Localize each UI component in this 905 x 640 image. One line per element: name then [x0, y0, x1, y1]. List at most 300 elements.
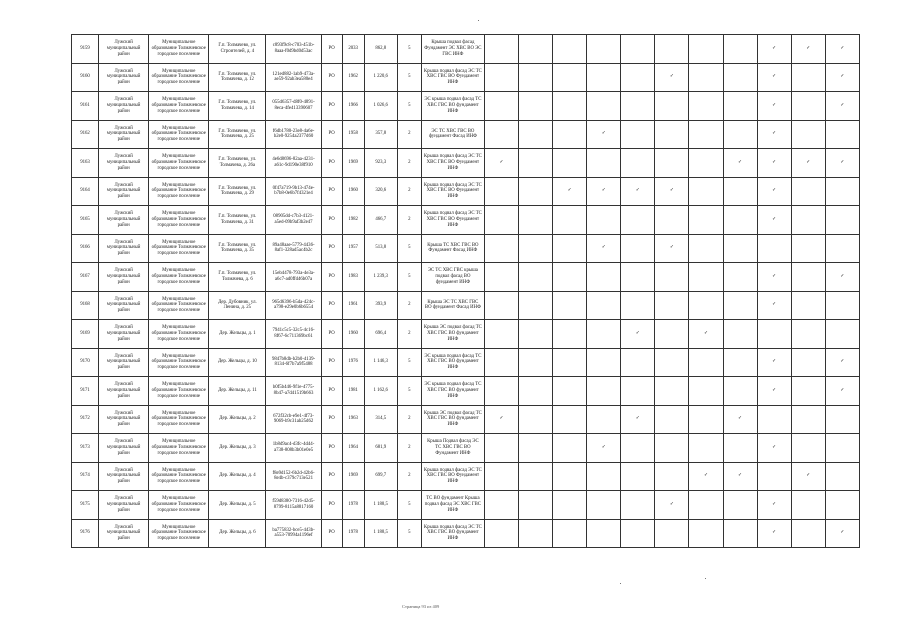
year-cell: 1960 — [342, 320, 364, 349]
empty-mark-cell — [519, 177, 553, 206]
check-mark-icon: ✓ — [825, 149, 859, 178]
empty-mark-cell — [723, 63, 757, 92]
count-cell: 2 — [397, 206, 421, 235]
table-row — [72, 291, 860, 320]
check-mark-icon: ✓ — [825, 63, 859, 92]
empty-mark-cell — [587, 206, 621, 235]
address-cell: Г.п. Толмачево, ул. Толмачева, д. 35 — [209, 234, 266, 263]
works-cell: Крыша ЭС ТС ХВС ГВС ВО фундамент Фасад ИНФ — [421, 291, 484, 320]
form-cell: РО — [321, 177, 342, 206]
district-cell: Лужский муниципальный район — [99, 234, 149, 263]
empty-mark-cell — [621, 519, 655, 548]
check-mark-icon: ✓ — [757, 519, 791, 548]
empty-mark-cell — [791, 320, 825, 349]
area-cell: 357,8 — [364, 120, 397, 149]
empty-mark-cell — [621, 120, 655, 149]
year-cell: 1978 — [342, 519, 364, 548]
owner-cell: Муниципальное образование Толмачевское городское поселение — [149, 35, 209, 64]
empty-mark-cell — [791, 434, 825, 463]
empty-mark-cell — [621, 348, 655, 377]
count-cell: 2 — [397, 320, 421, 349]
check-mark-icon: ✓ — [655, 177, 689, 206]
check-mark-icon: ✓ — [757, 263, 791, 292]
check-mark-icon: ✓ — [621, 177, 655, 206]
year-cell: 1964 — [342, 434, 364, 463]
empty-mark-cell — [553, 405, 587, 434]
empty-mark-cell — [553, 92, 587, 121]
form-cell: РО — [321, 263, 342, 292]
empty-mark-cell — [689, 177, 723, 206]
check-mark-icon: ✓ — [825, 263, 859, 292]
works-cell: Крыша Подвал фасад ЭС ТС ХВС ГВС ВО Фундамент ИНФ — [421, 434, 484, 463]
house-id-cell: f8e9d152-6b2d-42b6-8e4b-c379c713e521 — [266, 462, 321, 491]
district-cell: Лужский муниципальный район — [99, 348, 149, 377]
empty-mark-cell — [689, 35, 723, 64]
empty-mark-cell — [484, 263, 518, 292]
table-row — [72, 377, 860, 406]
count-cell: 2 — [397, 120, 421, 149]
empty-mark-cell — [689, 491, 723, 520]
house-id-cell: 9847b8db-b2b0-4139-8134-6f7b7a9f5488 — [266, 348, 321, 377]
owner-cell: Муниципальное образование Толмачевское городское поселение — [149, 377, 209, 406]
empty-mark-cell — [791, 519, 825, 548]
year-cell: 1957 — [342, 234, 364, 263]
table-row — [72, 405, 860, 434]
check-mark-icon: ✓ — [655, 63, 689, 92]
address-cell: Дер. Жельцы, д. 3 — [209, 434, 266, 463]
table-row — [72, 177, 860, 206]
house-id-cell: c893f9c8-c703-451b-8aaa-f0d9bd0d53ac — [266, 35, 321, 64]
form-cell: РО — [321, 206, 342, 235]
empty-mark-cell — [655, 519, 689, 548]
year-cell: 1961 — [342, 291, 364, 320]
check-mark-icon: ✓ — [757, 206, 791, 235]
year-cell: 1983 — [342, 263, 364, 292]
empty-mark-cell — [553, 263, 587, 292]
area-cell: 513,8 — [364, 234, 397, 263]
row-number: 9167 — [72, 263, 99, 292]
area-cell: 320,6 — [364, 177, 397, 206]
check-mark-icon: ✓ — [587, 120, 621, 149]
house-id-cell: 0f47a719-9b13-474e-b7b8-0e6b7f4321e4 — [266, 177, 321, 206]
empty-mark-cell — [757, 462, 791, 491]
row-number: 9166 — [72, 234, 99, 263]
count-cell: 2 — [397, 149, 421, 178]
empty-mark-cell — [553, 462, 587, 491]
check-mark-icon: ✓ — [757, 348, 791, 377]
check-mark-icon: ✓ — [825, 92, 859, 121]
check-mark-icon: ✓ — [621, 320, 655, 349]
table-row — [72, 92, 860, 121]
form-cell: РО — [321, 92, 342, 121]
check-mark-icon: ✓ — [587, 434, 621, 463]
empty-mark-cell — [587, 263, 621, 292]
works-cell: Крыша подвал фасад Фундамент ЭС ХВС ВО ЭС ГВС ИНФ — [421, 35, 484, 64]
table-row — [72, 63, 860, 92]
row-number: 9171 — [72, 377, 99, 406]
address-cell: Дер. Жельцы, д. 4 — [209, 462, 266, 491]
house-id-cell: 121ed882-1ab9-473a-ae59-92ab3ea580e4 — [266, 63, 321, 92]
check-mark-icon: ✓ — [757, 149, 791, 178]
count-cell: 5 — [397, 377, 421, 406]
empty-mark-cell — [484, 120, 518, 149]
empty-mark-cell — [484, 177, 518, 206]
register-rows — [72, 35, 860, 548]
check-mark-icon: ✓ — [655, 234, 689, 263]
year-cell: 1962 — [342, 63, 364, 92]
works-cell: Крыша подвал фасад ЭС ТС ХВС ГВС ВО Фундамент ИНФ — [421, 149, 484, 178]
check-mark-icon: ✓ — [757, 491, 791, 520]
empty-mark-cell — [723, 234, 757, 263]
house-id-cell: b0f5b446-9f1e-4775-8b47-a7d41519b663 — [266, 377, 321, 406]
check-mark-icon: ✓ — [689, 320, 723, 349]
area-cell: 923,3 — [364, 149, 397, 178]
empty-mark-cell — [519, 120, 553, 149]
works-cell: ЭС крыша подвал фасад ТС ХВС ГВС ВО фундамент ИНФ — [421, 348, 484, 377]
district-cell: Лужский муниципальный район — [99, 462, 149, 491]
empty-mark-cell — [553, 320, 587, 349]
row-number: 9173 — [72, 434, 99, 463]
check-mark-icon: ✓ — [757, 377, 791, 406]
empty-mark-cell — [621, 63, 655, 92]
check-mark-icon: ✓ — [587, 177, 621, 206]
empty-mark-cell — [791, 377, 825, 406]
district-cell: Лужский муниципальный район — [99, 149, 149, 178]
empty-mark-cell — [791, 291, 825, 320]
house-id-cell: 7941c5c5-32c5-4c16-8f67-6c711369bc61 — [266, 320, 321, 349]
address-cell: Дер. Жельцы, д. 5 — [209, 491, 266, 520]
empty-mark-cell — [723, 377, 757, 406]
empty-mark-cell — [791, 491, 825, 520]
check-mark-icon: ✓ — [621, 405, 655, 434]
owner-cell: Муниципальное образование Толмачевское городское поселение — [149, 491, 209, 520]
empty-mark-cell — [519, 63, 553, 92]
check-mark-icon: ✓ — [791, 149, 825, 178]
empty-mark-cell — [587, 92, 621, 121]
works-cell: ТС ВО фундамент Крыша подвал фасад ЭС ХВС ГВС ИНФ — [421, 491, 484, 520]
empty-mark-cell — [689, 348, 723, 377]
empty-mark-cell — [587, 291, 621, 320]
works-cell: Крыша ЭС подвал фасад ТС ХВС ГВС ВО фундамент ИНФ — [421, 405, 484, 434]
works-cell: Крыша подвал фасад ЭС ТС ХВС ГВС ВО Фундамент ИНФ — [421, 63, 484, 92]
empty-mark-cell — [655, 348, 689, 377]
empty-mark-cell — [519, 234, 553, 263]
empty-mark-cell — [791, 120, 825, 149]
address-cell: Дер. Жельцы, д. 11 — [209, 377, 266, 406]
check-mark-icon: ✓ — [825, 35, 859, 64]
empty-mark-cell — [655, 462, 689, 491]
empty-mark-cell — [689, 234, 723, 263]
scan-speck — [620, 583, 621, 584]
empty-mark-cell — [689, 120, 723, 149]
works-cell: ЭС ТС ХВС ГВС крыша подвал фасад ВО фундамент ИНФ — [421, 263, 484, 292]
empty-mark-cell — [519, 35, 553, 64]
row-number: 9175 — [72, 491, 99, 520]
works-cell: Крыша подвал фасад ЭС ТС ХВС ГВС ВО Фундамент ИНФ — [421, 462, 484, 491]
empty-mark-cell — [484, 35, 518, 64]
empty-mark-cell — [519, 348, 553, 377]
empty-mark-cell — [553, 434, 587, 463]
year-cell: 1963 — [342, 405, 364, 434]
empty-mark-cell — [757, 320, 791, 349]
empty-mark-cell — [825, 234, 859, 263]
area-cell: 1 220,6 — [364, 63, 397, 92]
year-cell: 1960 — [342, 177, 364, 206]
empty-mark-cell — [553, 63, 587, 92]
year-cell: 1966 — [342, 92, 364, 121]
owner-cell: Муниципальное образование Толмачевское городское поселение — [149, 291, 209, 320]
register-table — [71, 34, 860, 548]
house-id-cell: 4e6d8696-82aa-4231-a61c-9d190e38f910 — [266, 149, 321, 178]
count-cell: 2 — [397, 462, 421, 491]
empty-mark-cell — [689, 519, 723, 548]
count-cell: 5 — [397, 519, 421, 548]
empty-mark-cell — [519, 92, 553, 121]
empty-mark-cell — [757, 234, 791, 263]
address-cell: Дер. Жельцы, д. 6 — [209, 519, 266, 548]
check-mark-icon: ✓ — [757, 63, 791, 92]
owner-cell: Муниципальное образование Толмачевское городское поселение — [149, 263, 209, 292]
empty-mark-cell — [723, 263, 757, 292]
address-cell: Дер. Дубовник, ул. Ленина, д. 25 — [209, 291, 266, 320]
area-cell: 862,8 — [364, 35, 397, 64]
address-cell: Г.п. Толмачево, ул. Толмачева, д. 6 — [209, 263, 266, 292]
district-cell: Лужский муниципальный район — [99, 405, 149, 434]
area-cell: 1 026,6 — [364, 92, 397, 121]
district-cell: Лужский муниципальный район — [99, 206, 149, 235]
count-cell: 5 — [397, 63, 421, 92]
form-cell: РО — [321, 149, 342, 178]
empty-mark-cell — [587, 462, 621, 491]
house-id-cell: 15eb4478-793a-4e3a-a6c7-ad0ffd46b07a — [266, 263, 321, 292]
district-cell: Лужский муниципальный район — [99, 63, 149, 92]
empty-mark-cell — [825, 491, 859, 520]
empty-mark-cell — [723, 206, 757, 235]
table-row — [72, 149, 860, 178]
table-row — [72, 434, 860, 463]
owner-cell: Муниципальное образование Толмачевское городское поселение — [149, 63, 209, 92]
row-number: 9176 — [72, 519, 99, 548]
empty-mark-cell — [621, 35, 655, 64]
owner-cell: Муниципальное образование Толмачевское городское поселение — [149, 206, 209, 235]
empty-mark-cell — [655, 434, 689, 463]
empty-mark-cell — [621, 149, 655, 178]
form-cell: РО — [321, 462, 342, 491]
empty-mark-cell — [519, 320, 553, 349]
district-cell: Лужский муниципальный район — [99, 263, 149, 292]
form-cell: РО — [321, 120, 342, 149]
check-mark-icon: ✓ — [757, 92, 791, 121]
house-id-cell: 89a48aae-5779-4436-8af1-328ad5ac4b2c — [266, 234, 321, 263]
empty-mark-cell — [621, 291, 655, 320]
check-mark-icon: ✓ — [723, 149, 757, 178]
house-id-cell: ba775832-bce5-443b-a553-70994a1196ef — [266, 519, 321, 548]
area-cell: 696,4 — [364, 320, 397, 349]
district-cell: Лужский муниципальный район — [99, 320, 149, 349]
empty-mark-cell — [655, 377, 689, 406]
scan-speck — [478, 20, 479, 21]
count-cell: 5 — [397, 234, 421, 263]
count-cell: 5 — [397, 263, 421, 292]
empty-mark-cell — [587, 63, 621, 92]
area-cell: 699,7 — [364, 462, 397, 491]
year-cell: 1981 — [342, 377, 364, 406]
empty-mark-cell — [587, 405, 621, 434]
owner-cell: Муниципальное образование Толмачевское городское поселение — [149, 320, 209, 349]
works-cell: Крыша ЭС подвал фасад ТС ХВС ГВС ВО фундамент ИНФ — [421, 320, 484, 349]
owner-cell: Муниципальное образование Толмачевское городское поселение — [149, 234, 209, 263]
empty-mark-cell — [519, 263, 553, 292]
form-cell: РО — [321, 320, 342, 349]
count-cell: 2 — [397, 291, 421, 320]
row-number: 9164 — [72, 177, 99, 206]
empty-mark-cell — [519, 462, 553, 491]
empty-mark-cell — [723, 177, 757, 206]
table-row — [72, 348, 860, 377]
check-mark-icon: ✓ — [757, 291, 791, 320]
form-cell: РО — [321, 348, 342, 377]
empty-mark-cell — [553, 234, 587, 263]
empty-mark-cell — [553, 291, 587, 320]
empty-mark-cell — [519, 491, 553, 520]
row-number: 9163 — [72, 149, 99, 178]
owner-cell: Муниципальное образование Толмачевское городское поселение — [149, 177, 209, 206]
empty-mark-cell — [825, 291, 859, 320]
empty-mark-cell — [587, 35, 621, 64]
check-mark-icon: ✓ — [723, 462, 757, 491]
address-cell: Г.п. Толмачево, ул. Толмачева, д. 26а — [209, 149, 266, 178]
form-cell: РО — [321, 377, 342, 406]
empty-mark-cell — [587, 348, 621, 377]
works-cell: ЭС крыша подвал фасад ТС ХВС ГВС ВО фундамент ИНФ — [421, 377, 484, 406]
page-number: Страница 93 из 409 — [402, 604, 440, 609]
empty-mark-cell — [757, 405, 791, 434]
empty-mark-cell — [519, 405, 553, 434]
address-cell: Г.п. Толмачево, ул. Толмачева, д. 25 — [209, 120, 266, 149]
count-cell: 2 — [397, 405, 421, 434]
empty-mark-cell — [484, 291, 518, 320]
empty-mark-cell — [621, 92, 655, 121]
empty-mark-cell — [621, 263, 655, 292]
works-cell: Крыша ТС ХВС ГВС ВО Фундамент Фасад ИНФ — [421, 234, 484, 263]
empty-mark-cell — [655, 405, 689, 434]
empty-mark-cell — [484, 491, 518, 520]
empty-mark-cell — [484, 234, 518, 263]
count-cell: 2 — [397, 177, 421, 206]
empty-mark-cell — [825, 320, 859, 349]
owner-cell: Муниципальное образование Толмачевское городское поселение — [149, 434, 209, 463]
scan-speck — [705, 578, 706, 579]
empty-mark-cell — [484, 519, 518, 548]
empty-mark-cell — [689, 377, 723, 406]
empty-mark-cell — [587, 320, 621, 349]
empty-mark-cell — [689, 63, 723, 92]
empty-mark-cell — [553, 35, 587, 64]
row-number: 9161 — [72, 92, 99, 121]
empty-mark-cell — [553, 377, 587, 406]
district-cell: Лужский муниципальный район — [99, 35, 149, 64]
empty-mark-cell — [689, 149, 723, 178]
form-cell: РО — [321, 35, 342, 64]
empty-mark-cell — [791, 405, 825, 434]
area-cell: 681,9 — [364, 434, 397, 463]
works-cell: Крыша подвал фасад ЭС ТС ХВС ГВС ВО Фундамент ИНФ — [421, 206, 484, 235]
check-mark-icon: ✓ — [689, 462, 723, 491]
empty-mark-cell — [553, 206, 587, 235]
address-cell: Г.п. Толмачево, ул. Толмачева, д. 29 — [209, 177, 266, 206]
empty-mark-cell — [825, 434, 859, 463]
empty-mark-cell — [791, 234, 825, 263]
empty-mark-cell — [791, 177, 825, 206]
empty-mark-cell — [723, 519, 757, 548]
table-row — [72, 462, 860, 491]
empty-mark-cell — [587, 519, 621, 548]
empty-mark-cell — [519, 519, 553, 548]
check-mark-icon: ✓ — [791, 35, 825, 64]
table-row — [72, 491, 860, 520]
address-cell: Г.п. Толмачево, ул. Толмачева, д. 14 — [209, 92, 266, 121]
form-cell: РО — [321, 234, 342, 263]
empty-mark-cell — [825, 120, 859, 149]
owner-cell: Муниципальное образование Толмачевское городское поселение — [149, 519, 209, 548]
house-id-cell: 055d6357-d8f0-4891-8eca-4fe413390607 — [266, 92, 321, 121]
empty-mark-cell — [553, 149, 587, 178]
row-number: 9169 — [72, 320, 99, 349]
empty-mark-cell — [689, 206, 723, 235]
empty-mark-cell — [519, 291, 553, 320]
empty-mark-cell — [484, 462, 518, 491]
check-mark-icon: ✓ — [587, 234, 621, 263]
table-row — [72, 35, 860, 64]
form-cell: РО — [321, 519, 342, 548]
empty-mark-cell — [484, 320, 518, 349]
empty-mark-cell — [825, 206, 859, 235]
count-cell: 2 — [397, 434, 421, 463]
address-cell: Дер. Жельцы, д. 2 — [209, 405, 266, 434]
owner-cell: Муниципальное образование Толмачевское городское поселение — [149, 120, 209, 149]
empty-mark-cell — [621, 491, 655, 520]
empty-mark-cell — [655, 120, 689, 149]
year-cell: 1958 — [342, 120, 364, 149]
address-cell: Дер. Жельцы, д. 10 — [209, 348, 266, 377]
empty-mark-cell — [723, 348, 757, 377]
empty-mark-cell — [553, 120, 587, 149]
check-mark-icon: ✓ — [484, 149, 518, 178]
empty-mark-cell — [484, 348, 518, 377]
area-cell: 393,9 — [364, 291, 397, 320]
area-cell: 314,5 — [364, 405, 397, 434]
area-cell: 1 146,3 — [364, 348, 397, 377]
empty-mark-cell — [723, 291, 757, 320]
empty-mark-cell — [689, 434, 723, 463]
empty-mark-cell — [519, 149, 553, 178]
empty-mark-cell — [621, 234, 655, 263]
row-number: 9168 — [72, 291, 99, 320]
empty-mark-cell — [723, 434, 757, 463]
count-cell: 5 — [397, 491, 421, 520]
empty-mark-cell — [655, 320, 689, 349]
empty-mark-cell — [825, 177, 859, 206]
check-mark-icon: ✓ — [723, 405, 757, 434]
owner-cell: Муниципальное образование Толмачевское городское поселение — [149, 405, 209, 434]
district-cell: Лужский муниципальный район — [99, 120, 149, 149]
form-cell: РО — [321, 405, 342, 434]
count-cell: 5 — [397, 348, 421, 377]
empty-mark-cell — [484, 377, 518, 406]
row-number: 9162 — [72, 120, 99, 149]
house-id-cell: 1b8d9ac4-d3fc-4d44-a738-808b3b01e0e5 — [266, 434, 321, 463]
form-cell: РО — [321, 491, 342, 520]
